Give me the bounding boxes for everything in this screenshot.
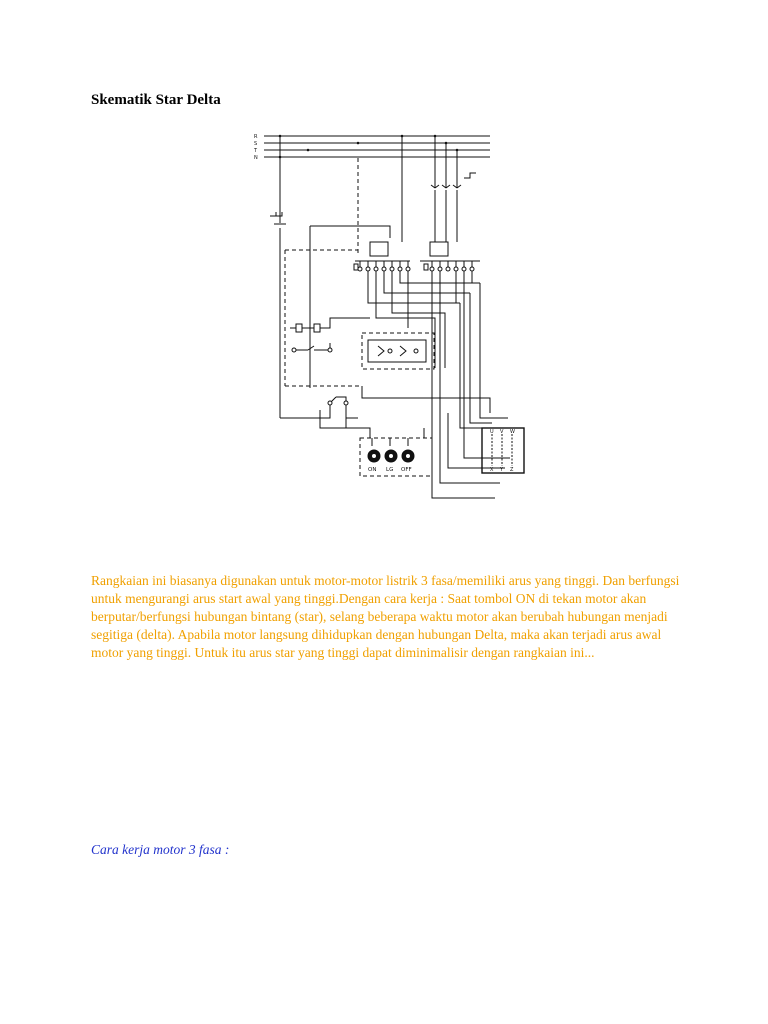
bus-label-s: S: [254, 141, 258, 147]
motor-terminal-w: W: [510, 429, 515, 435]
motor-terminal-y: Y: [500, 467, 504, 473]
page-title: Skematik Star Delta: [91, 92, 221, 108]
bus-label-r: R: [254, 134, 258, 140]
description-paragraph: Rangkaian ini biasanya digunakan untuk motor-motor listrik 3 fasa/memiliki arus yang tinggi. Dan berfungsi untuk mengurangi arus start awal yang tinggi.Dengan cara kerja : Saat tombol ON di tekan motor akan berputar/berfungsi hubungan bintang (star), selang beberapa waktu motor akan berubah hubungan menjadi segitiga (delta). Apabila motor langsung dihidupkan dengan hubungan Delta, maka akan terjadi arus awal motor yang tinggi. Untuk itu arus star yang tinggi dapat diminimalisir dengan rangkaian ini...: [91, 573, 680, 660]
button-lg-label: LG: [386, 467, 394, 473]
bus-label-n: N: [254, 155, 258, 161]
motor-terminal-z: Z: [510, 467, 514, 473]
aux-contacts: [290, 318, 370, 352]
contactor-k2: [420, 242, 480, 271]
bus-label-t: T: [254, 148, 258, 154]
star-delta-schematic: [250, 128, 540, 508]
supply-bus: [264, 136, 490, 157]
contactor-k1: [354, 242, 410, 271]
section-subheading: Cara kerja motor 3 fasa :: [91, 842, 230, 857]
timer-relay: [368, 340, 426, 362]
push-button-panel: [368, 428, 424, 462]
motor-terminal-v: V: [500, 429, 504, 435]
motor-terminal-u: U: [490, 429, 494, 435]
motor-terminal-x: X: [490, 467, 494, 473]
button-off-label: OFF: [401, 467, 412, 473]
button-on-label: ON: [368, 467, 377, 473]
